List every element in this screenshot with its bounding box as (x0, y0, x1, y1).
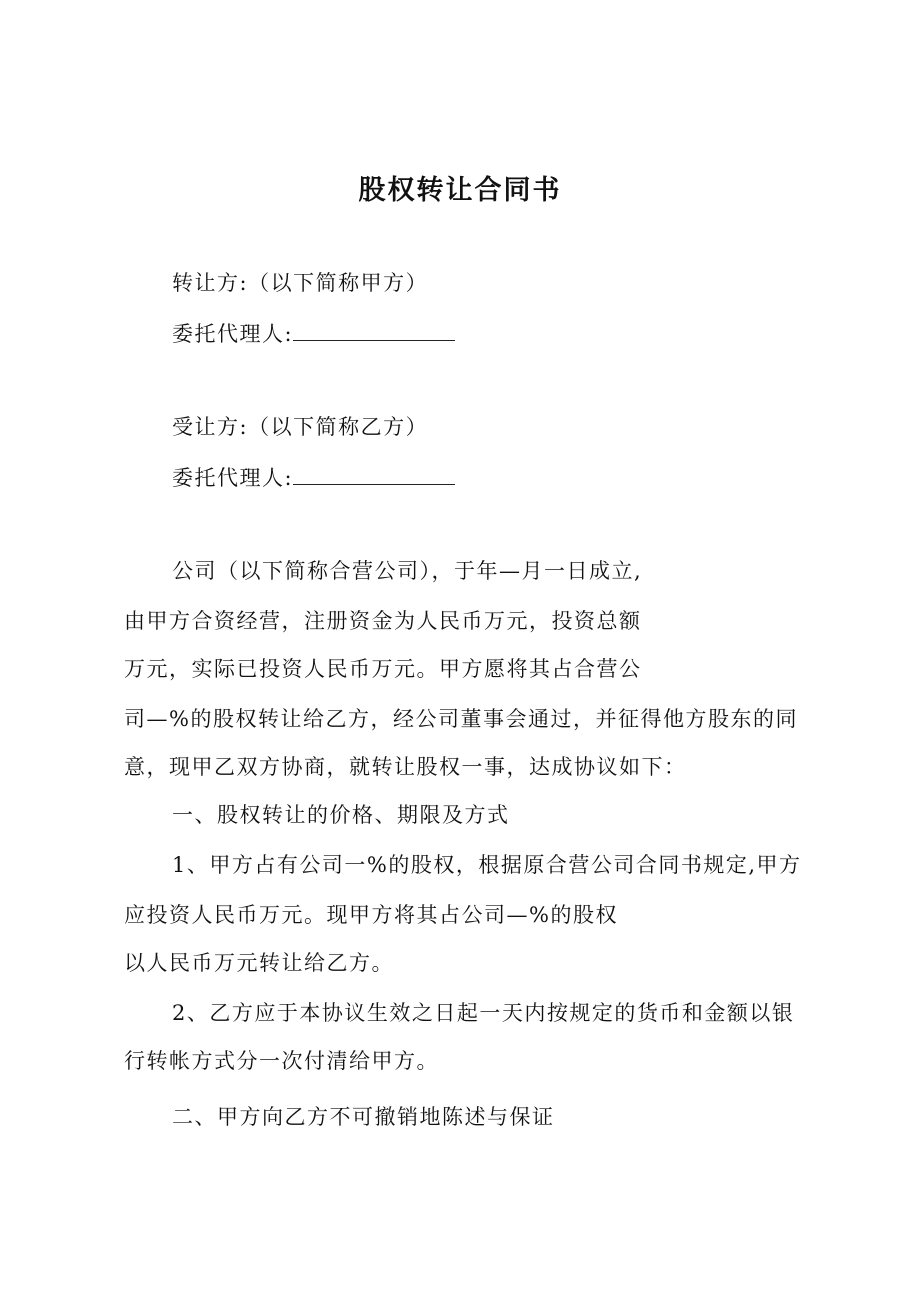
transferee-agent-label: 委托代理人: (172, 466, 294, 490)
preamble-line: 公司（以下简称合营公司），于年—月一日成立, (172, 559, 643, 583)
clause2-line: 2、乙方应于本协议生效之日起一天内按规定的货币和金额以银 (172, 1001, 795, 1025)
clause1-line: 以人民币万元转让给乙方。 (124, 951, 394, 975)
preamble-line: 万元，实际已投资人民币万元。甲方愿将其占合营公 (124, 657, 642, 681)
preamble-line: 意，现甲乙双方协商，就转让股权一事，达成协议如下： (124, 755, 687, 779)
transferee-line: 受让方:（以下简称乙方） (172, 415, 429, 439)
section2-heading: 二、甲方向乙方不可撤销地陈述与保证 (172, 1105, 555, 1129)
transferor-line: 转让方:（以下简称甲方） (172, 271, 429, 295)
clause1-line: 1、甲方占有公司一%的股权，根据原合营公司合同书规定,甲方 (172, 853, 802, 877)
transferor-agent-label: 委托代理人: (172, 322, 294, 346)
section1-heading: 一、股权转让的价格、期限及方式 (172, 803, 510, 827)
transferee-agent-blank (293, 462, 455, 485)
document-title: 股权转让合同书 (358, 175, 562, 206)
transferee-agent-line (172, 462, 455, 493)
clause1-line: 应投资人民币万元。现甲方将其占公司—%的股权 (124, 903, 618, 927)
transferor-agent-blank (293, 318, 455, 341)
transferor-agent-line (172, 318, 455, 349)
preamble-line: 由甲方合资经营，注册资金为人民币万元，投资总额 (124, 609, 642, 633)
clause2-line: 行转帐方式分一次付清给甲方。 (124, 1049, 439, 1073)
preamble-line: 司—%的股权转让给乙方，经公司董事会通过，并征得他方股东的同 (124, 707, 798, 731)
